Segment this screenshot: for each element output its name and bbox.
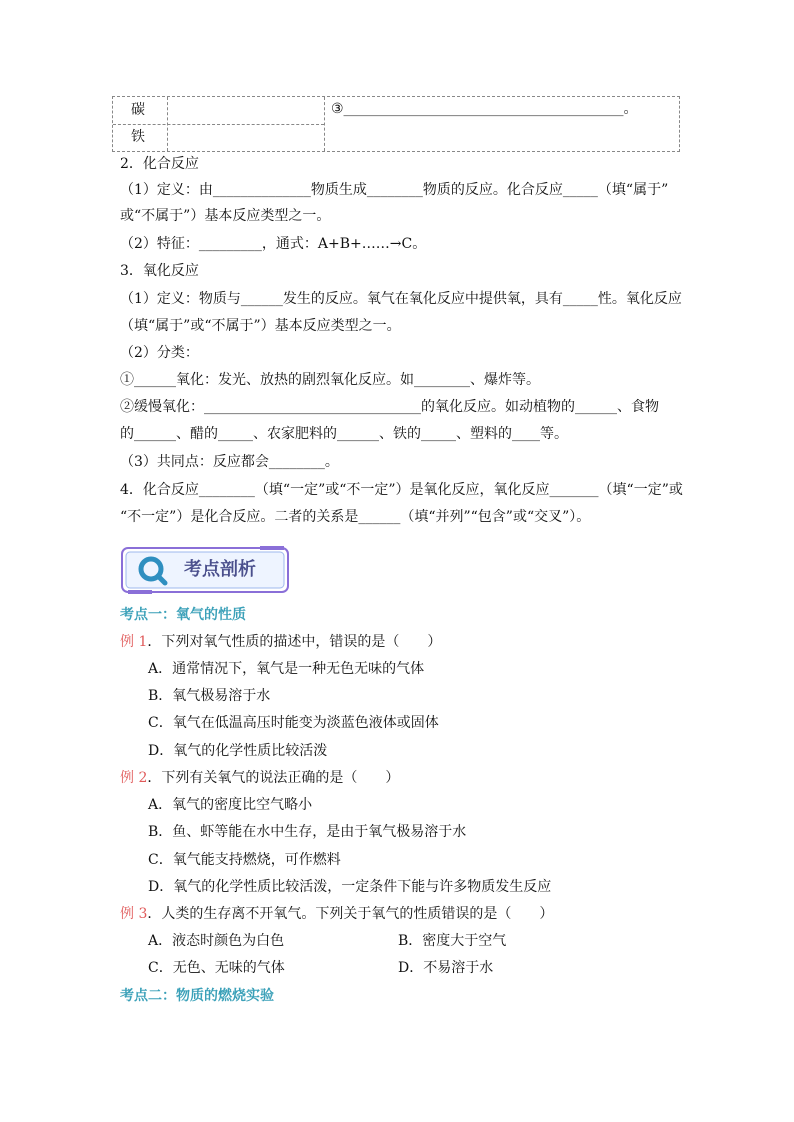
table-note: ③________________________________________。 xyxy=(331,101,638,117)
text-line: （2）特征：_________，通式：A+B+……→C。 xyxy=(120,236,427,252)
example-2-stem xyxy=(120,768,399,788)
option: D．氧气的化学性质比较活泼 xyxy=(148,743,328,759)
option: B．密度大于空气 xyxy=(398,933,507,949)
example-label: 例 3 xyxy=(120,906,148,922)
text-line: “不一定”）是化合反应。二者的关系是______（填“并列”“包含”或“交叉”）。 xyxy=(120,509,591,525)
badge-title: 考点剖析 xyxy=(184,559,256,580)
text-line: （1）定义：由______________物质生成________物质的反应。化合反应_____（填“属于” xyxy=(120,182,669,198)
table-label-iron: 铁 xyxy=(131,129,145,145)
text-line: 或“不属于”）基本反应类型之一。 xyxy=(120,208,331,224)
text-line: 的______、醋的_____、农家肥料的______、铁的_____、塑料的____等。 xyxy=(120,426,568,442)
search-icon xyxy=(138,556,168,586)
option: D．氧气的化学性质比较活泼，一定条件下能与许多物质发生反应 xyxy=(148,879,552,895)
option: C．无色、无味的气体 xyxy=(148,960,285,976)
option: B．鱼、虾等能在水中生存，是由于氧气极易溶于水 xyxy=(148,824,467,840)
topic-heading-1: 考点一：氧气的性质 xyxy=(120,607,246,623)
option: D．不易溶于水 xyxy=(398,960,494,976)
example-3-stem xyxy=(120,904,553,924)
example-text: ．下列对氧气性质的描述中，错误的是（ ） xyxy=(147,634,442,650)
section-heading-oxidation: 3．氧化反应 xyxy=(120,263,199,279)
option: A．通常情况下，氧气是一种无色无味的气体 xyxy=(148,661,425,677)
example-label: 例 2 xyxy=(120,770,148,786)
section-badge xyxy=(120,544,292,596)
table-divider xyxy=(113,124,324,125)
text-line: （3）共同点：反应都会________。 xyxy=(120,454,339,470)
text-line: ②缓慢氧化：_______________________________的氧化反应。如动植物的______、食物 xyxy=(120,399,659,415)
section-heading-combination: 2．化合反应 xyxy=(120,156,199,172)
option: A．液态时颜色为白色 xyxy=(148,933,285,949)
text-line: （1）定义：物质与______发生的反应。氧气在氧化反应中提供氧，具有_____性。氧化反应 xyxy=(120,291,682,307)
table-label-carbon: 碳 xyxy=(131,102,145,118)
example-text: ．人类的生存离不开氧气。下列关于氧气的性质错误的是（ ） xyxy=(147,906,554,922)
example-text: ．下列有关氧气的说法正确的是（ ） xyxy=(147,770,400,786)
example-label: 例 1 xyxy=(120,634,148,650)
option: B．氧气极易溶于水 xyxy=(148,688,271,704)
text-line: 4．化合反应________（填“一定”或“不一定”）是氧化反应，氧化反应_______（填“一定”或 xyxy=(120,482,683,498)
text-line: ①______氧化：发光、放热的剧烈氧化反应。如________、爆炸等。 xyxy=(120,372,540,388)
topic-heading-2: 考点二：物质的燃烧实验 xyxy=(120,988,274,1004)
text-line: （填“属于”或“不属于”）基本反应类型之一。 xyxy=(120,318,401,334)
option: A．氧气的密度比空气略小 xyxy=(148,797,313,813)
element-table xyxy=(112,96,680,152)
option: C．氧气在低温高压时能变为淡蓝色液体或固体 xyxy=(148,715,439,731)
text-line: （2）分类： xyxy=(120,345,199,361)
option: C．氧气能支持燃烧，可作燃料 xyxy=(148,852,341,868)
table-divider xyxy=(324,97,325,151)
example-1-stem xyxy=(120,632,441,652)
